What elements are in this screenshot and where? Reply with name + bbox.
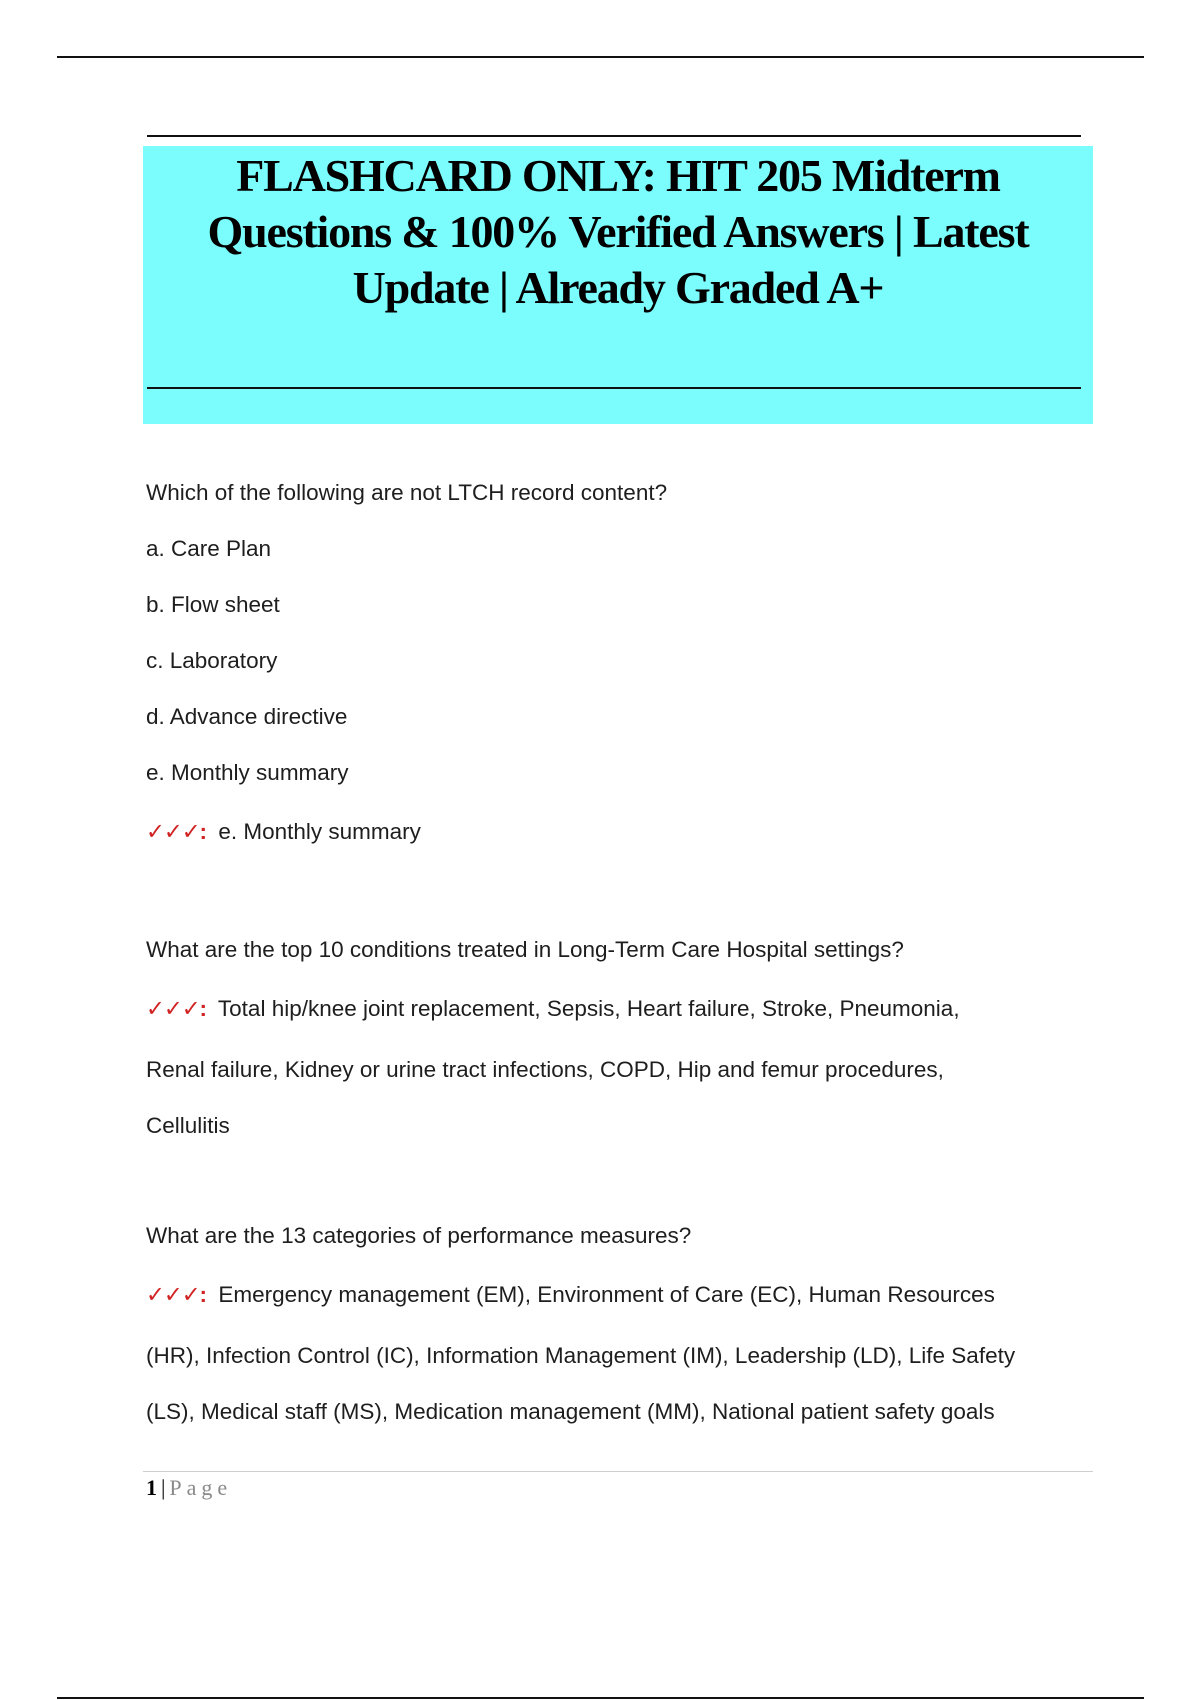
option-item: e. Monthly summary xyxy=(146,760,349,785)
page-footer xyxy=(146,1473,232,1503)
qa-item-1 xyxy=(146,465,1086,862)
page-top-rule xyxy=(57,56,1144,58)
title-banner xyxy=(143,146,1093,424)
checkmark-icon: ✓✓✓: xyxy=(146,1282,207,1307)
question-text: What are the 13 categories of performance measures? xyxy=(146,1223,692,1248)
answer-text: (LS), Medical staff (MS), Medication management (MM), National patient safety goals xyxy=(146,1399,995,1424)
question-text: Which of the following are not LTCH record content? xyxy=(146,480,668,505)
option-item: d. Advance directive xyxy=(146,704,348,729)
question-text: What are the top 10 conditions treated in Long-Term Care Hospital settings? xyxy=(146,937,904,962)
checkmark-icon: ✓✓✓: xyxy=(146,996,207,1021)
qa-item-3 xyxy=(146,1208,1086,1438)
footer-rule xyxy=(143,1471,1093,1472)
answer-text: e. Monthly summary xyxy=(218,819,421,844)
footer-separator: | xyxy=(161,1475,166,1500)
checkmark-icon: ✓✓✓: xyxy=(146,819,207,844)
option-item: b. Flow sheet xyxy=(146,592,280,617)
document-title: FLASHCARD ONLY: HIT 205 Midterm Questions & 100% Verified Answers | Latest Update | Already Graded A+ xyxy=(207,150,1029,313)
answer-line xyxy=(146,978,1086,1039)
answer-text: (HR), Infection Control (IC), Information Management (IM), Leadership (LD), Life Safety xyxy=(146,1343,1016,1368)
answer-text: Cellulitis xyxy=(146,1113,230,1138)
answer-text: Emergency management (EM), Environment of Care (EC), Human Resources xyxy=(218,1282,995,1307)
option-item: a. Care Plan xyxy=(146,536,272,561)
page-bottom-rule xyxy=(57,1697,1144,1699)
option-item: c. Laboratory xyxy=(146,648,278,673)
title-top-rule xyxy=(147,135,1081,137)
page-label: Page xyxy=(169,1475,233,1500)
answer-line xyxy=(146,1264,1086,1325)
answer-line xyxy=(146,801,1086,862)
answer-text: Total hip/knee joint replacement, Sepsis, Heart failure, Stroke, Pneumonia, xyxy=(217,996,960,1021)
title-bottom-rule xyxy=(147,387,1081,389)
qa-item-2 xyxy=(146,922,1086,1152)
page-number: 1 xyxy=(146,1475,157,1500)
answer-text: Renal failure, Kidney or urine tract infections, COPD, Hip and femur procedures, xyxy=(146,1057,944,1082)
